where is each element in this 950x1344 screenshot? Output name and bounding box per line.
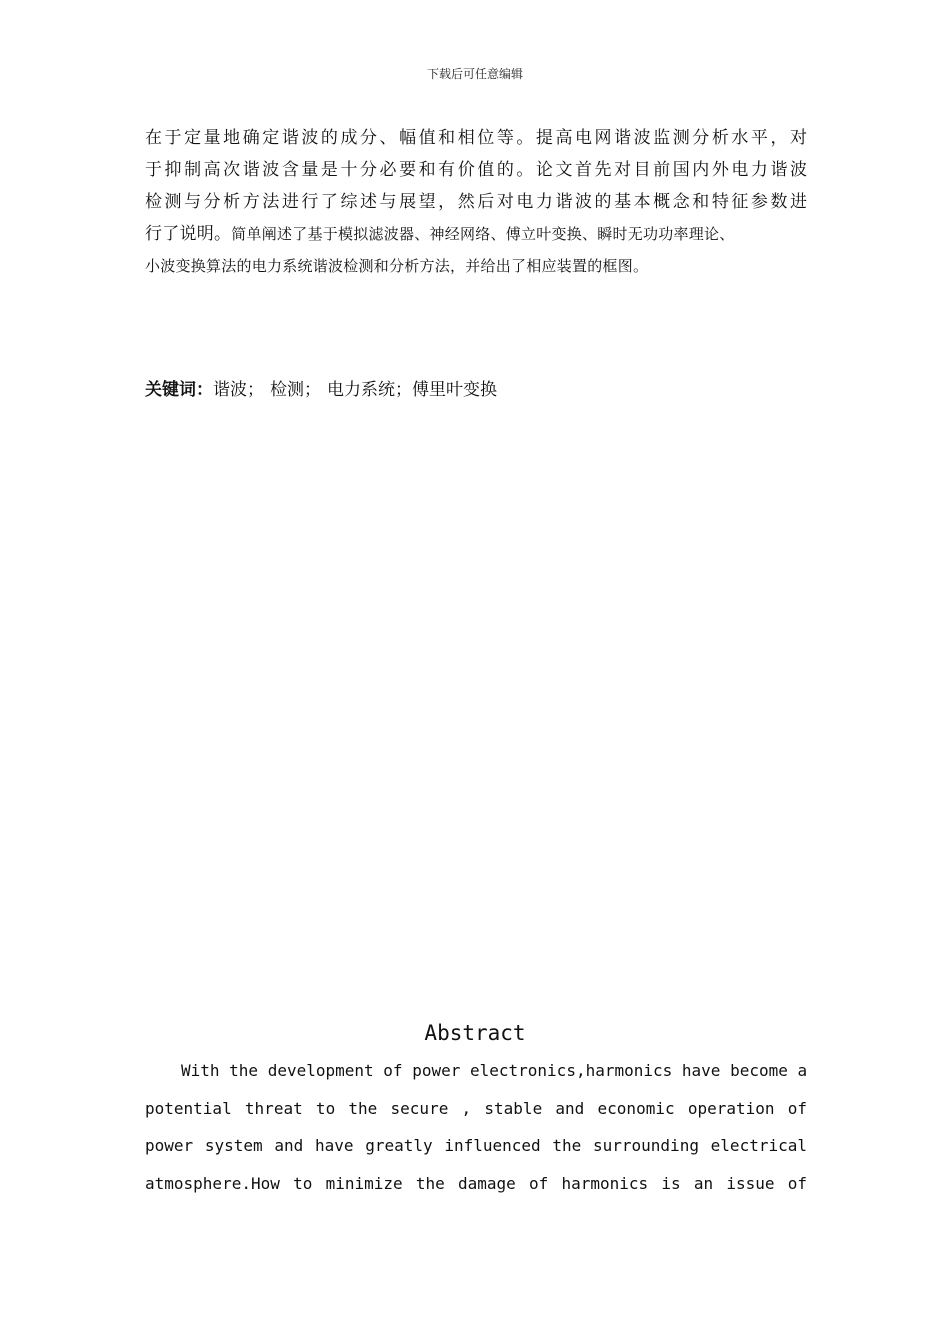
- page-header-note: 下载后可任意编辑: [426, 67, 523, 81]
- chinese-abstract-line-part: 简单阐述了基于模拟滤波器、神经网络、傅立叶变换、瞬时无功功率理论、: [231, 225, 735, 243]
- keywords-label: 关键词：: [145, 380, 213, 400]
- english-abstract-line: atmosphere.How to minimize the damage of harmonics is an issue of: [145, 1173, 807, 1193]
- keyword-item: 傅里叶变换: [412, 380, 497, 400]
- english-abstract-body: [145, 1052, 807, 1202]
- keyword-item: 谐波；: [213, 380, 264, 400]
- keyword-item: 电力系统；: [327, 380, 412, 400]
- english-abstract-line: With the development of power electronics,harmonics have become a: [181, 1061, 808, 1080]
- chinese-abstract-line: 于抑制高次谐波含量是十分必要和有价值的。论文首先对目前国内外电力谐波: [145, 160, 807, 180]
- keyword-item: 检测；: [270, 380, 321, 400]
- english-abstract-line: power system and have greatly influenced the surrounding electrical: [145, 1136, 807, 1155]
- chinese-abstract-line: 在于定量地确定谐波的成分、幅值和相位等。提高电网谐波监测分析水平，对: [145, 128, 807, 148]
- chinese-abstract-line: [145, 218, 807, 250]
- english-abstract-line: potential threat to the secure , stable and economic operation of: [145, 1098, 807, 1118]
- chinese-abstract-body: [145, 122, 807, 282]
- chinese-abstract-line-part: 行了说明。: [145, 224, 232, 244]
- chinese-abstract-line: 小波变换算法的电力系统谐波检测和分析方法，并给出了相应装置的框图。: [145, 257, 649, 275]
- abstract-title: Abstract: [424, 1021, 526, 1045]
- chinese-abstract-line: 检测与分析方法进行了综述与展望，然后对电力谐波的基本概念和特征参数进: [145, 192, 807, 212]
- keywords-line: [145, 374, 503, 406]
